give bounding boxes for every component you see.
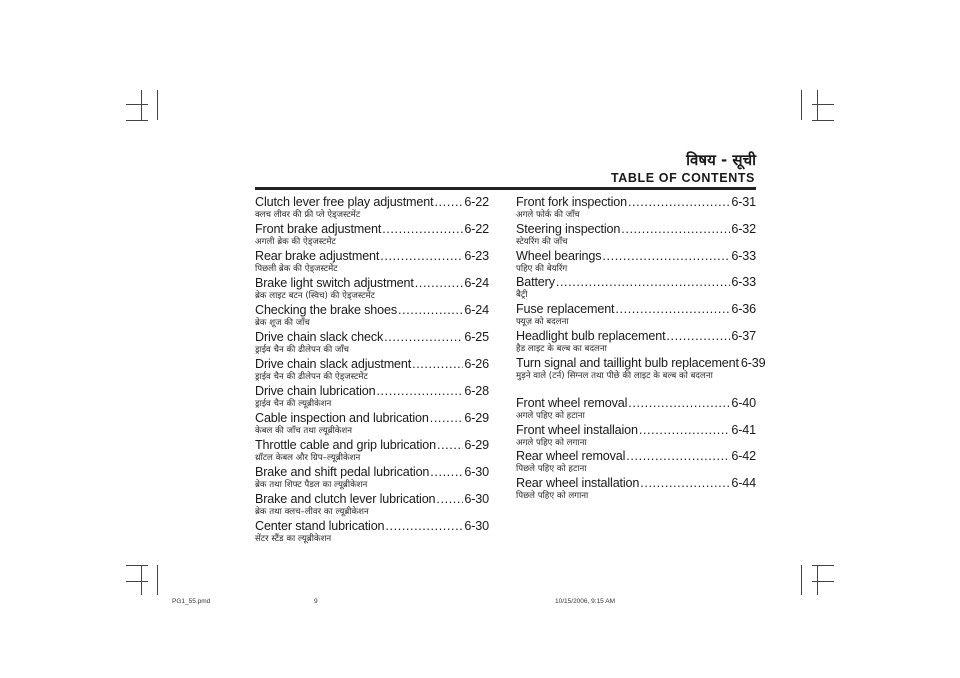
- toc-entry-line: [516, 355, 766, 370]
- toc-entry-title: Front fork inspection: [516, 195, 627, 209]
- toc-entry-page: 6-24: [464, 303, 489, 317]
- leader-dots: [602, 249, 730, 263]
- toc-entry-hindi: ब्रेक तथा शिफ्ट पैडल का ल्यूब्रीकेशन: [255, 480, 368, 490]
- toc-entry-page: 6-22: [464, 195, 489, 209]
- toc-entry-line: [255, 465, 489, 479]
- toc-entry-hindi: पहिए की बेयरिंग: [516, 263, 568, 274]
- leader-dots: [385, 519, 463, 533]
- toc-entry-page: 6-40: [731, 395, 756, 410]
- toc-entry-page: 6-33: [731, 275, 756, 290]
- crop-mark: [812, 565, 834, 566]
- leader-dots: [556, 275, 731, 289]
- crop-mark: [812, 120, 834, 121]
- crop-mark: [817, 565, 818, 595]
- toc-right-column: [516, 195, 766, 503]
- toc-entry-title: Battery: [516, 275, 555, 290]
- toc-entry-page: 6-36: [731, 302, 756, 317]
- toc-entry-title: Rear wheel installation: [516, 476, 640, 491]
- crop-mark: [126, 104, 148, 105]
- toc-entry-page: 6-24: [464, 276, 489, 290]
- toc-entry: [516, 476, 756, 503]
- toc-entry-page: 6-37: [731, 328, 756, 343]
- leader-dots: [384, 330, 463, 344]
- toc-entry: [255, 519, 489, 546]
- toc-entry-hindi: अगली ब्रेक की ऐड्जस्टमेंट: [255, 237, 336, 247]
- toc-entry-title: Throttle cable and grip lubrication: [255, 438, 436, 452]
- toc-entry-hindi: ड्राईव चैन की ढीलेपन की जाँच: [255, 345, 349, 355]
- leader-dots: [437, 438, 463, 452]
- toc-entry-title: Turn signal and taillight bulb replacement: [516, 355, 739, 370]
- crop-mark: [141, 90, 142, 120]
- toc-entry-title: Fuse replacement: [516, 302, 615, 317]
- crop-mark: [126, 120, 148, 121]
- toc-entry: [255, 438, 489, 465]
- toc-entry-title: Drive chain lubrication: [255, 384, 376, 398]
- leader-dots: [628, 396, 730, 410]
- footer-page-number: 9: [314, 598, 318, 605]
- leader-dots: [380, 249, 463, 263]
- toc-entry-page: 6-44: [731, 476, 756, 491]
- toc-entry-title: Brake light switch adjustment: [255, 276, 414, 290]
- crop-mark: [812, 104, 834, 105]
- toc-entry-page: 6-25: [464, 330, 489, 344]
- toc-entry-hindi: क्लच लीवर की फ्री प्ले ऐड्जस्टमेंट: [255, 210, 361, 220]
- toc-entry: [516, 329, 756, 356]
- toc-entry-line: [516, 329, 756, 343]
- toc-entry-hindi: बैट्री: [516, 290, 528, 301]
- leader-dots: [376, 384, 463, 398]
- toc-entry-line: [255, 438, 489, 452]
- toc-entry-hindi: सेंटर स्टैंड का ल्यूब्रीकेशन: [255, 534, 332, 544]
- leader-dots: [628, 195, 730, 209]
- toc-entry-title: Headlight bulb replacement: [516, 328, 666, 343]
- toc-entry: [516, 275, 756, 302]
- crop-mark: [126, 581, 148, 582]
- toc-entry-hindi: ब्रेक लाइट बटन (स्विच) की ऐड्जस्टमेंट: [255, 291, 375, 301]
- leader-dots: [639, 423, 731, 437]
- toc-entry: [516, 222, 756, 249]
- footer-filename: PG1_55.pmd: [172, 598, 211, 605]
- toc-entry-hindi: थ्रॉटल केबल और ग्रिप–ल्यूब्रीकेशन: [255, 453, 361, 463]
- toc-entry-hindi: पिछले पहिए को लगाना: [516, 491, 589, 502]
- footer-datetime: 10/15/2006, 9:15 AM: [555, 598, 615, 605]
- toc-entry-line: [255, 303, 489, 317]
- toc-entry-hindi: ब्रेक तथा क्लच–लीवर का ल्यूब्रीकेशन: [255, 507, 369, 517]
- toc-entry: [516, 396, 756, 423]
- leader-dots: [382, 222, 463, 236]
- toc-entry-page: 6-39: [740, 355, 766, 370]
- toc-entry-hindi: अगले फोर्क की जाँच: [516, 210, 580, 220]
- leader-dots: [415, 276, 464, 290]
- toc-entry-page: 6-41: [731, 422, 756, 437]
- toc-entry-hindi: ब्रेक शूज की जाँच: [255, 318, 310, 328]
- leader-dots: [434, 195, 463, 209]
- toc-entry-hindi: ड्राईव चैन की ल्यूब्रीकेशन: [255, 399, 332, 409]
- toc-entry-line: [255, 384, 489, 398]
- toc-entry-title: Cable inspection and lubrication: [255, 411, 429, 425]
- toc-entry-title: Drive chain slack adjustment: [255, 357, 412, 371]
- toc-entry-line: [516, 302, 756, 316]
- toc-entry-hindi: अगले पहिए को हटाना: [516, 410, 585, 421]
- toc-entry: [255, 492, 489, 519]
- toc-entry-hindi: केबल की जाँच तथा ल्यूब्रीकेशन: [255, 426, 353, 436]
- crop-mark: [157, 565, 158, 595]
- toc-entry-line: [255, 222, 489, 236]
- toc-entry-title: Brake and clutch lever lubrication: [255, 492, 436, 506]
- toc-entry-line: [516, 249, 756, 263]
- toc-entry-line: [255, 492, 489, 506]
- toc-entry: [516, 302, 756, 329]
- toc-entry-hindi: मुड़ने वाले (टर्न) सिग्नल तथा पीछे की लाइट के बल्ब को बदलना: [516, 370, 713, 381]
- toc-entry-page: 6-23: [464, 249, 489, 263]
- crop-mark: [126, 565, 148, 566]
- toc-entry-title: Clutch lever free play adjustment: [255, 195, 434, 209]
- toc-entry-page: 6-32: [731, 221, 756, 236]
- toc-entry-title: Wheel bearings: [516, 248, 602, 263]
- toc-entry: [255, 249, 489, 276]
- toc-entry-page: 6-29: [464, 411, 489, 425]
- toc-entry: [255, 357, 489, 384]
- toc-entry-hindi: फ्यूज़ को बदलना: [516, 317, 569, 328]
- leader-dots: [621, 222, 730, 236]
- toc-entry-line: [255, 249, 489, 263]
- crop-mark: [157, 90, 158, 120]
- toc-entry-hindi: पिछले पहिए को हटाना: [516, 464, 587, 475]
- toc-entry: [516, 355, 766, 396]
- leader-dots: [666, 329, 730, 343]
- toc-entry-title: Checking the brake shoes: [255, 303, 398, 317]
- toc-entry-page: 6-30: [464, 519, 489, 533]
- toc-entry: [255, 276, 489, 303]
- toc-entry-page: 6-30: [464, 492, 489, 506]
- toc-entry-line: [255, 195, 489, 209]
- toc-entry-line: [516, 275, 756, 289]
- leader-dots: [615, 302, 730, 316]
- toc-entry-hindi: पिछली ब्रेक की ऐड्जस्टमेंट: [255, 264, 338, 274]
- toc-entry-title: Brake and shift pedal lubrication: [255, 465, 430, 479]
- toc-entry: [516, 423, 756, 450]
- toc-entry: [255, 465, 489, 492]
- toc-entry-page: 6-42: [731, 449, 756, 464]
- toc-entry-hindi: अगले पहिए को लगाना: [516, 437, 587, 448]
- toc-entry: [255, 384, 489, 411]
- toc-entry-page: 6-33: [731, 248, 756, 263]
- crop-mark: [141, 565, 142, 595]
- toc-entry-title: Front wheel removal: [516, 395, 628, 410]
- toc-left-column: [255, 195, 489, 546]
- toc-entry-line: [516, 195, 756, 209]
- toc-entry-page: 6-31: [731, 195, 756, 209]
- crop-mark: [812, 581, 834, 582]
- toc-entry-page: 6-28: [464, 384, 489, 398]
- toc-entry-line: [255, 519, 489, 533]
- toc-entry: [255, 222, 489, 249]
- leader-dots: [640, 476, 730, 490]
- toc-entry-line: [255, 330, 489, 344]
- leader-dots: [398, 303, 463, 317]
- crop-mark: [801, 90, 802, 120]
- leader-dots: [430, 465, 463, 479]
- toc-entry-page: 6-29: [464, 438, 489, 452]
- toc-entry-line: [255, 276, 489, 290]
- toc-entry-line: [516, 396, 756, 410]
- toc-entry-hindi: स्टेयरिंग की जाँच: [516, 236, 568, 247]
- leader-dots: [626, 449, 730, 463]
- toc-entry-title: Steering inspection: [516, 221, 621, 236]
- toc-entry: [255, 195, 489, 222]
- toc-entry: [255, 330, 489, 357]
- crop-mark: [801, 565, 802, 595]
- toc-entry-title: Rear brake adjustment: [255, 249, 380, 263]
- toc-entry-title: Drive chain slack check: [255, 330, 384, 344]
- page-title: TABLE OF CONTENTS: [611, 171, 755, 185]
- toc-entry-title: Front wheel installaion: [516, 422, 638, 437]
- toc-entry-line: [516, 476, 756, 490]
- page-title-hindi: विषय - सूची: [686, 151, 756, 169]
- toc-entry-page: 6-22: [464, 222, 489, 236]
- toc-entry-hindi: ड्राईव चैन की ढीलेपन की ऐड्जस्टमेंट: [255, 372, 368, 382]
- toc-entry-line: [516, 423, 756, 437]
- toc-entry-line: [255, 411, 489, 425]
- toc-entry: [516, 195, 756, 222]
- toc-entry-title: Rear wheel removal: [516, 449, 626, 464]
- leader-dots: [412, 357, 463, 371]
- toc-entry: [255, 411, 489, 438]
- crop-mark: [817, 90, 818, 120]
- toc-entry: [255, 303, 489, 330]
- toc-entry: [516, 449, 756, 476]
- toc-entry-page: 6-30: [464, 465, 489, 479]
- toc-entry-line: [516, 222, 756, 236]
- leader-dots: [430, 411, 464, 425]
- toc-entry-line: [516, 449, 756, 463]
- toc-entry-title: Front brake adjustment: [255, 222, 382, 236]
- toc-entry-title: Center stand lubrication: [255, 519, 385, 533]
- toc-entry-page: 6-26: [464, 357, 489, 371]
- toc-entry: [516, 249, 756, 276]
- header-rule: [255, 187, 756, 190]
- leader-dots: [436, 492, 463, 506]
- toc-entry-hindi: हैड लाइट के बल्ब का बदलना: [516, 343, 607, 354]
- toc-entry-line: [255, 357, 489, 371]
